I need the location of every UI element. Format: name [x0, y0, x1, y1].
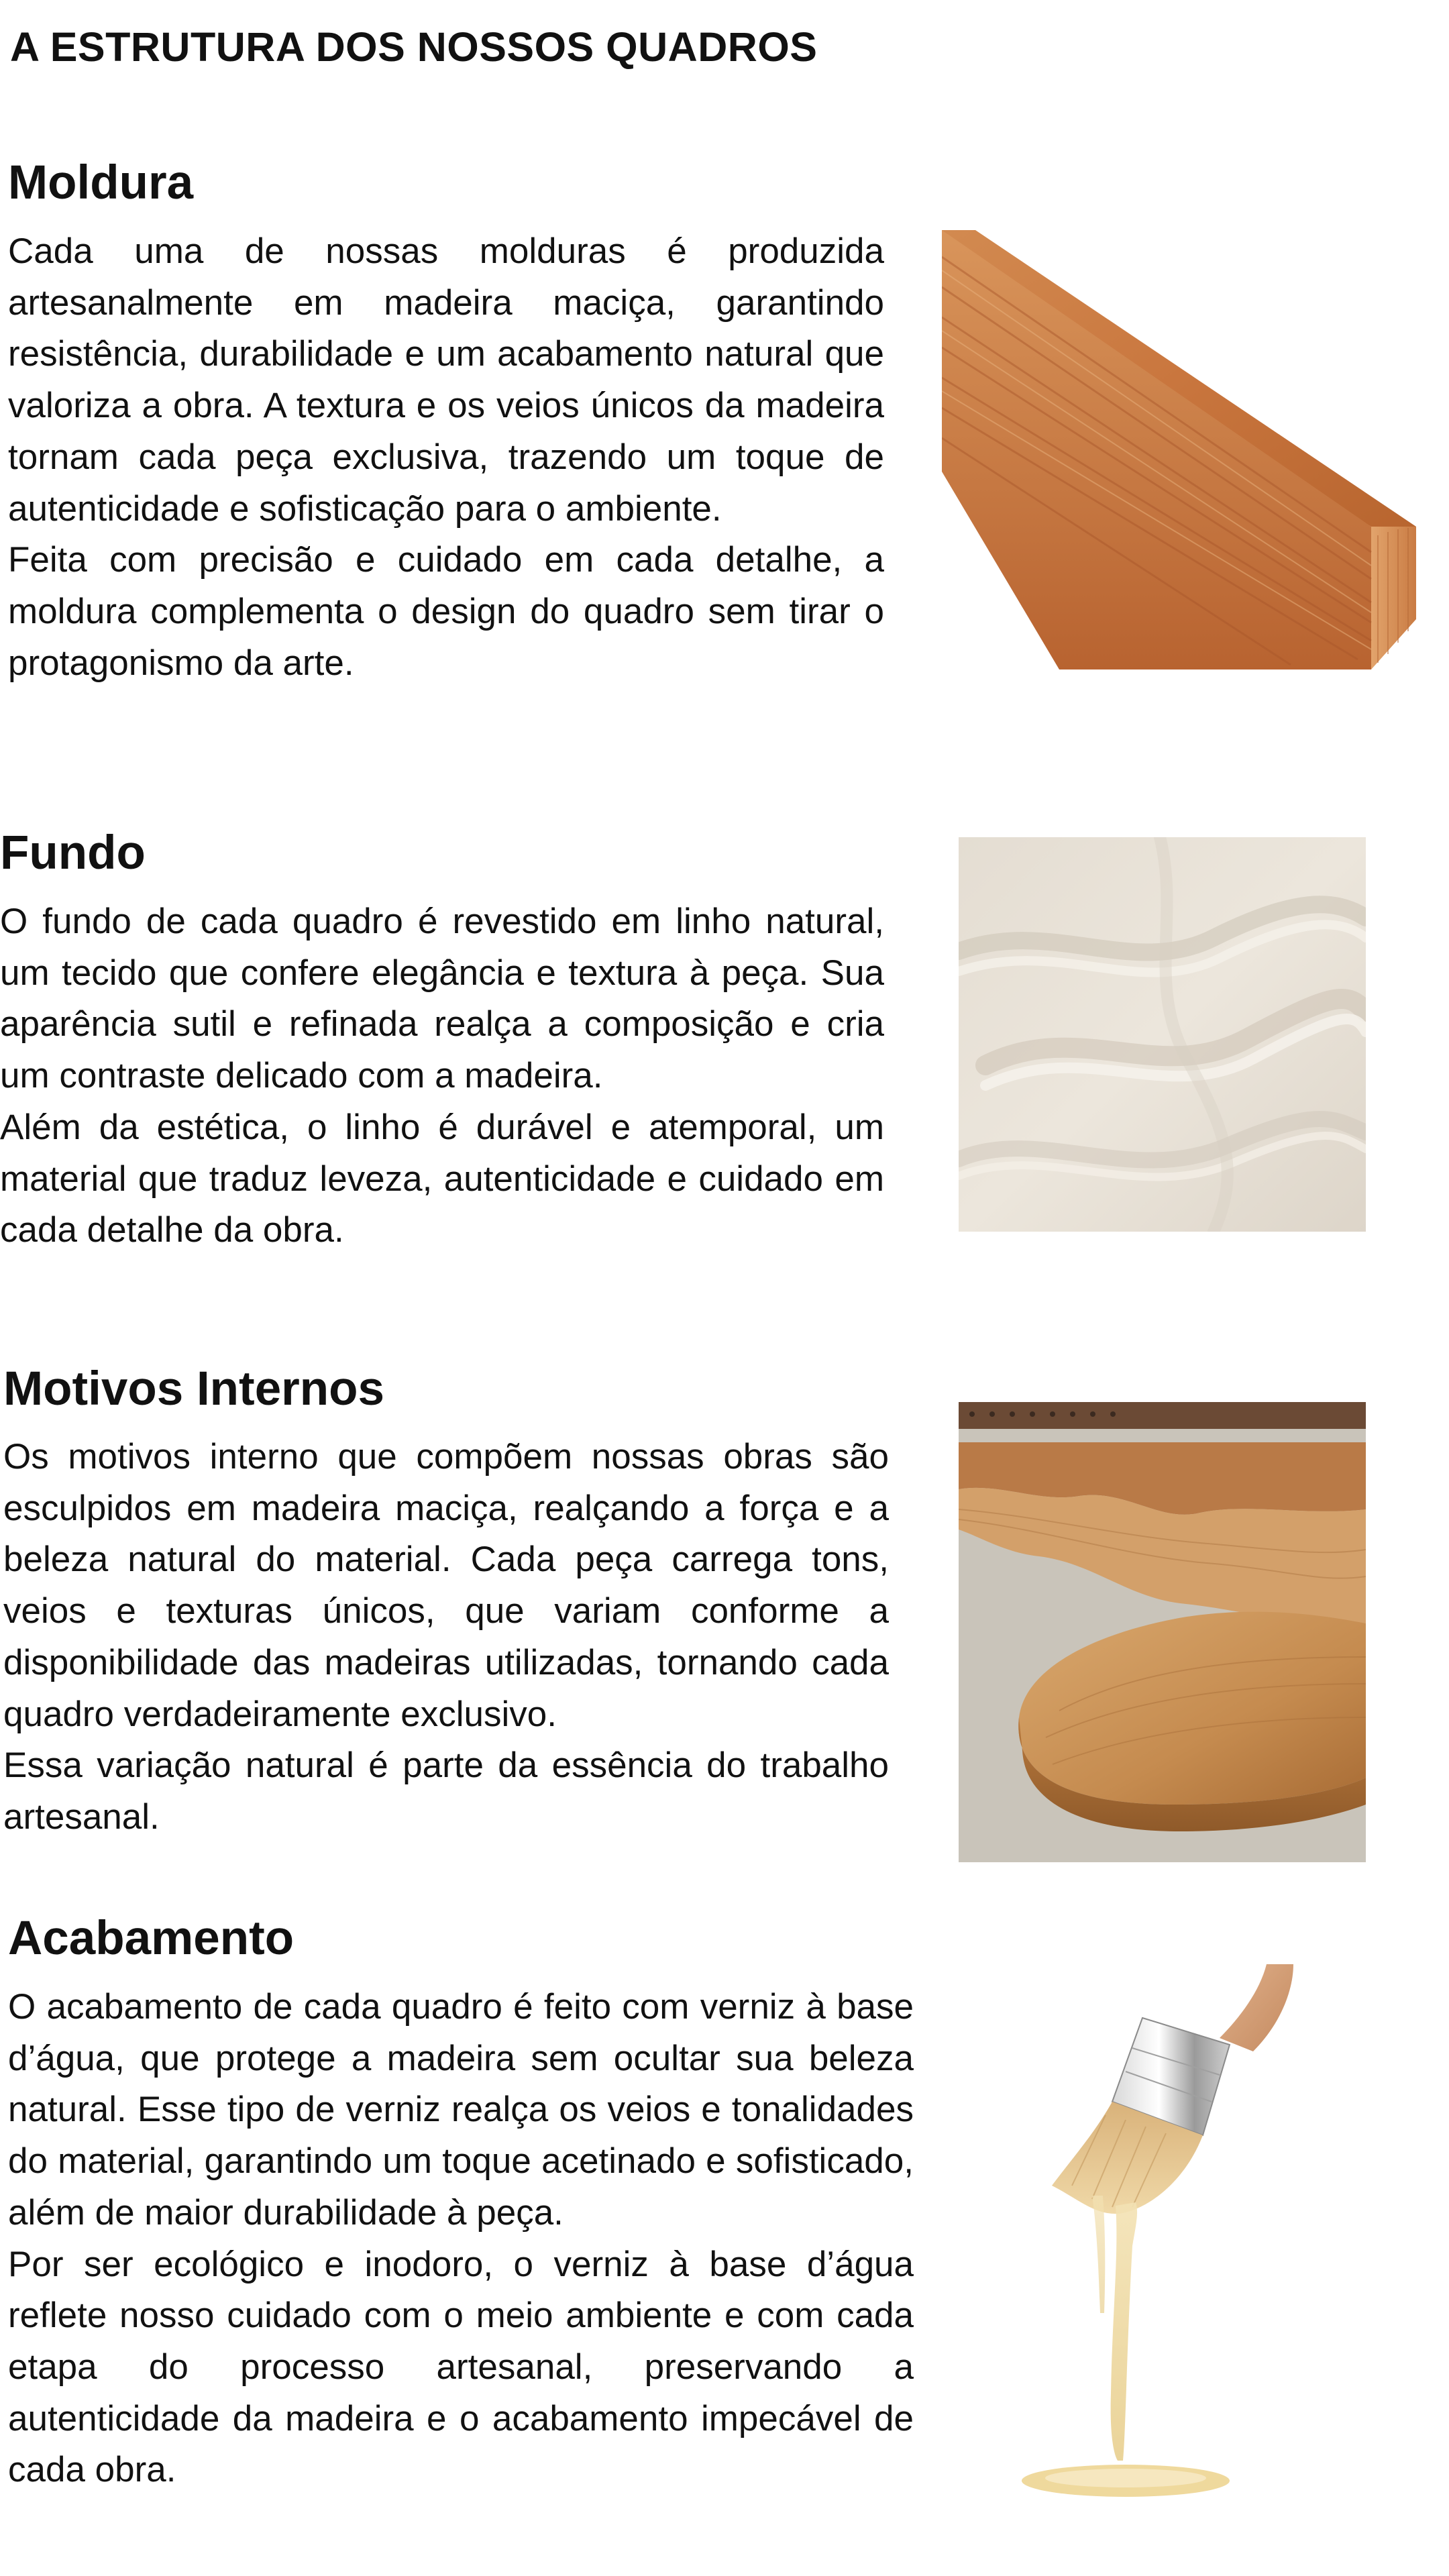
section-text-acabamento [8, 1982, 914, 2496]
paragraph: Cada uma de nossas molduras é produzida artesanalmente em madeira maciça, garantindo resistência, durabilidade e um acabamento natural que valoriza a obra. A textura e os veios únicos da madeira tornam cada peça exclusiva, trazendo um toque de autenticidade e sofisticação para o ambiente. [8, 231, 884, 529]
paragraph: Por ser ecológico e inodoro, o verniz à base d’água reflete nosso cuidado com o meio ambiente e com cada etapa do processo artesanal, preservando a autenticidade da madeira e o acabamento impecável de cada obra. [8, 2244, 914, 2490]
paragraph: O acabamento de cada quadro é feito com verniz à base d’água, que protege a madeira sem ocultar sua beleza natural. Esse tipo de verniz realça os veios e tonalidades do material, garantindo um toque acetinado e sofisticado, além de maior durabilidade à peça. [8, 1987, 914, 2233]
page-title: A ESTRUTURA DOS NOSSOS QUADROS [10, 24, 818, 70]
section-text-motivos-internos [3, 1432, 889, 1843]
paragraph: O fundo de cada quadro é revestido em linho natural, um tecido que confere elegância e textura à peça. Sua aparência sutil e refinada realça a composição e cria um contraste delicado com a madeira. [0, 902, 884, 1096]
paintbrush-varnish-image [998, 1964, 1410, 2506]
section-heading-moldura: Moldura [8, 156, 194, 209]
section-heading-acabamento: Acabamento [8, 1912, 294, 1965]
section-heading-motivos-internos: Motivos Internos [3, 1362, 385, 1415]
wood-beam-image [942, 230, 1418, 669]
section-heading-fundo: Fundo [0, 826, 146, 879]
paragraph: Além da estética, o linho é durável e atemporal, um material que traduz leveza, autenticidade e cuidado em cada detalhe da obra. [0, 1107, 884, 1250]
carved-wood-image [959, 1402, 1366, 1862]
linen-fabric-image [959, 837, 1366, 1232]
paragraph: Essa variação natural é parte da essência do trabalho artesanal. [3, 1746, 889, 1837]
paragraph: Feita com precisão e cuidado em cada detalhe, a moldura complementa o design do quadro sem tirar o protagonismo da arte. [8, 540, 884, 683]
paragraph: Os motivos interno que compõem nossas obras são esculpidos em madeira maciça, realçando a força e a beleza natural do material. Cada peça carrega tons, veios e texturas únicos, que variam conforme a disponibilidade das madeiras utilizadas, tornando cada quadro verdadeiramente exclusivo. [3, 1437, 889, 1734]
section-text-fundo [0, 896, 884, 1256]
section-text-moldura [8, 226, 884, 689]
